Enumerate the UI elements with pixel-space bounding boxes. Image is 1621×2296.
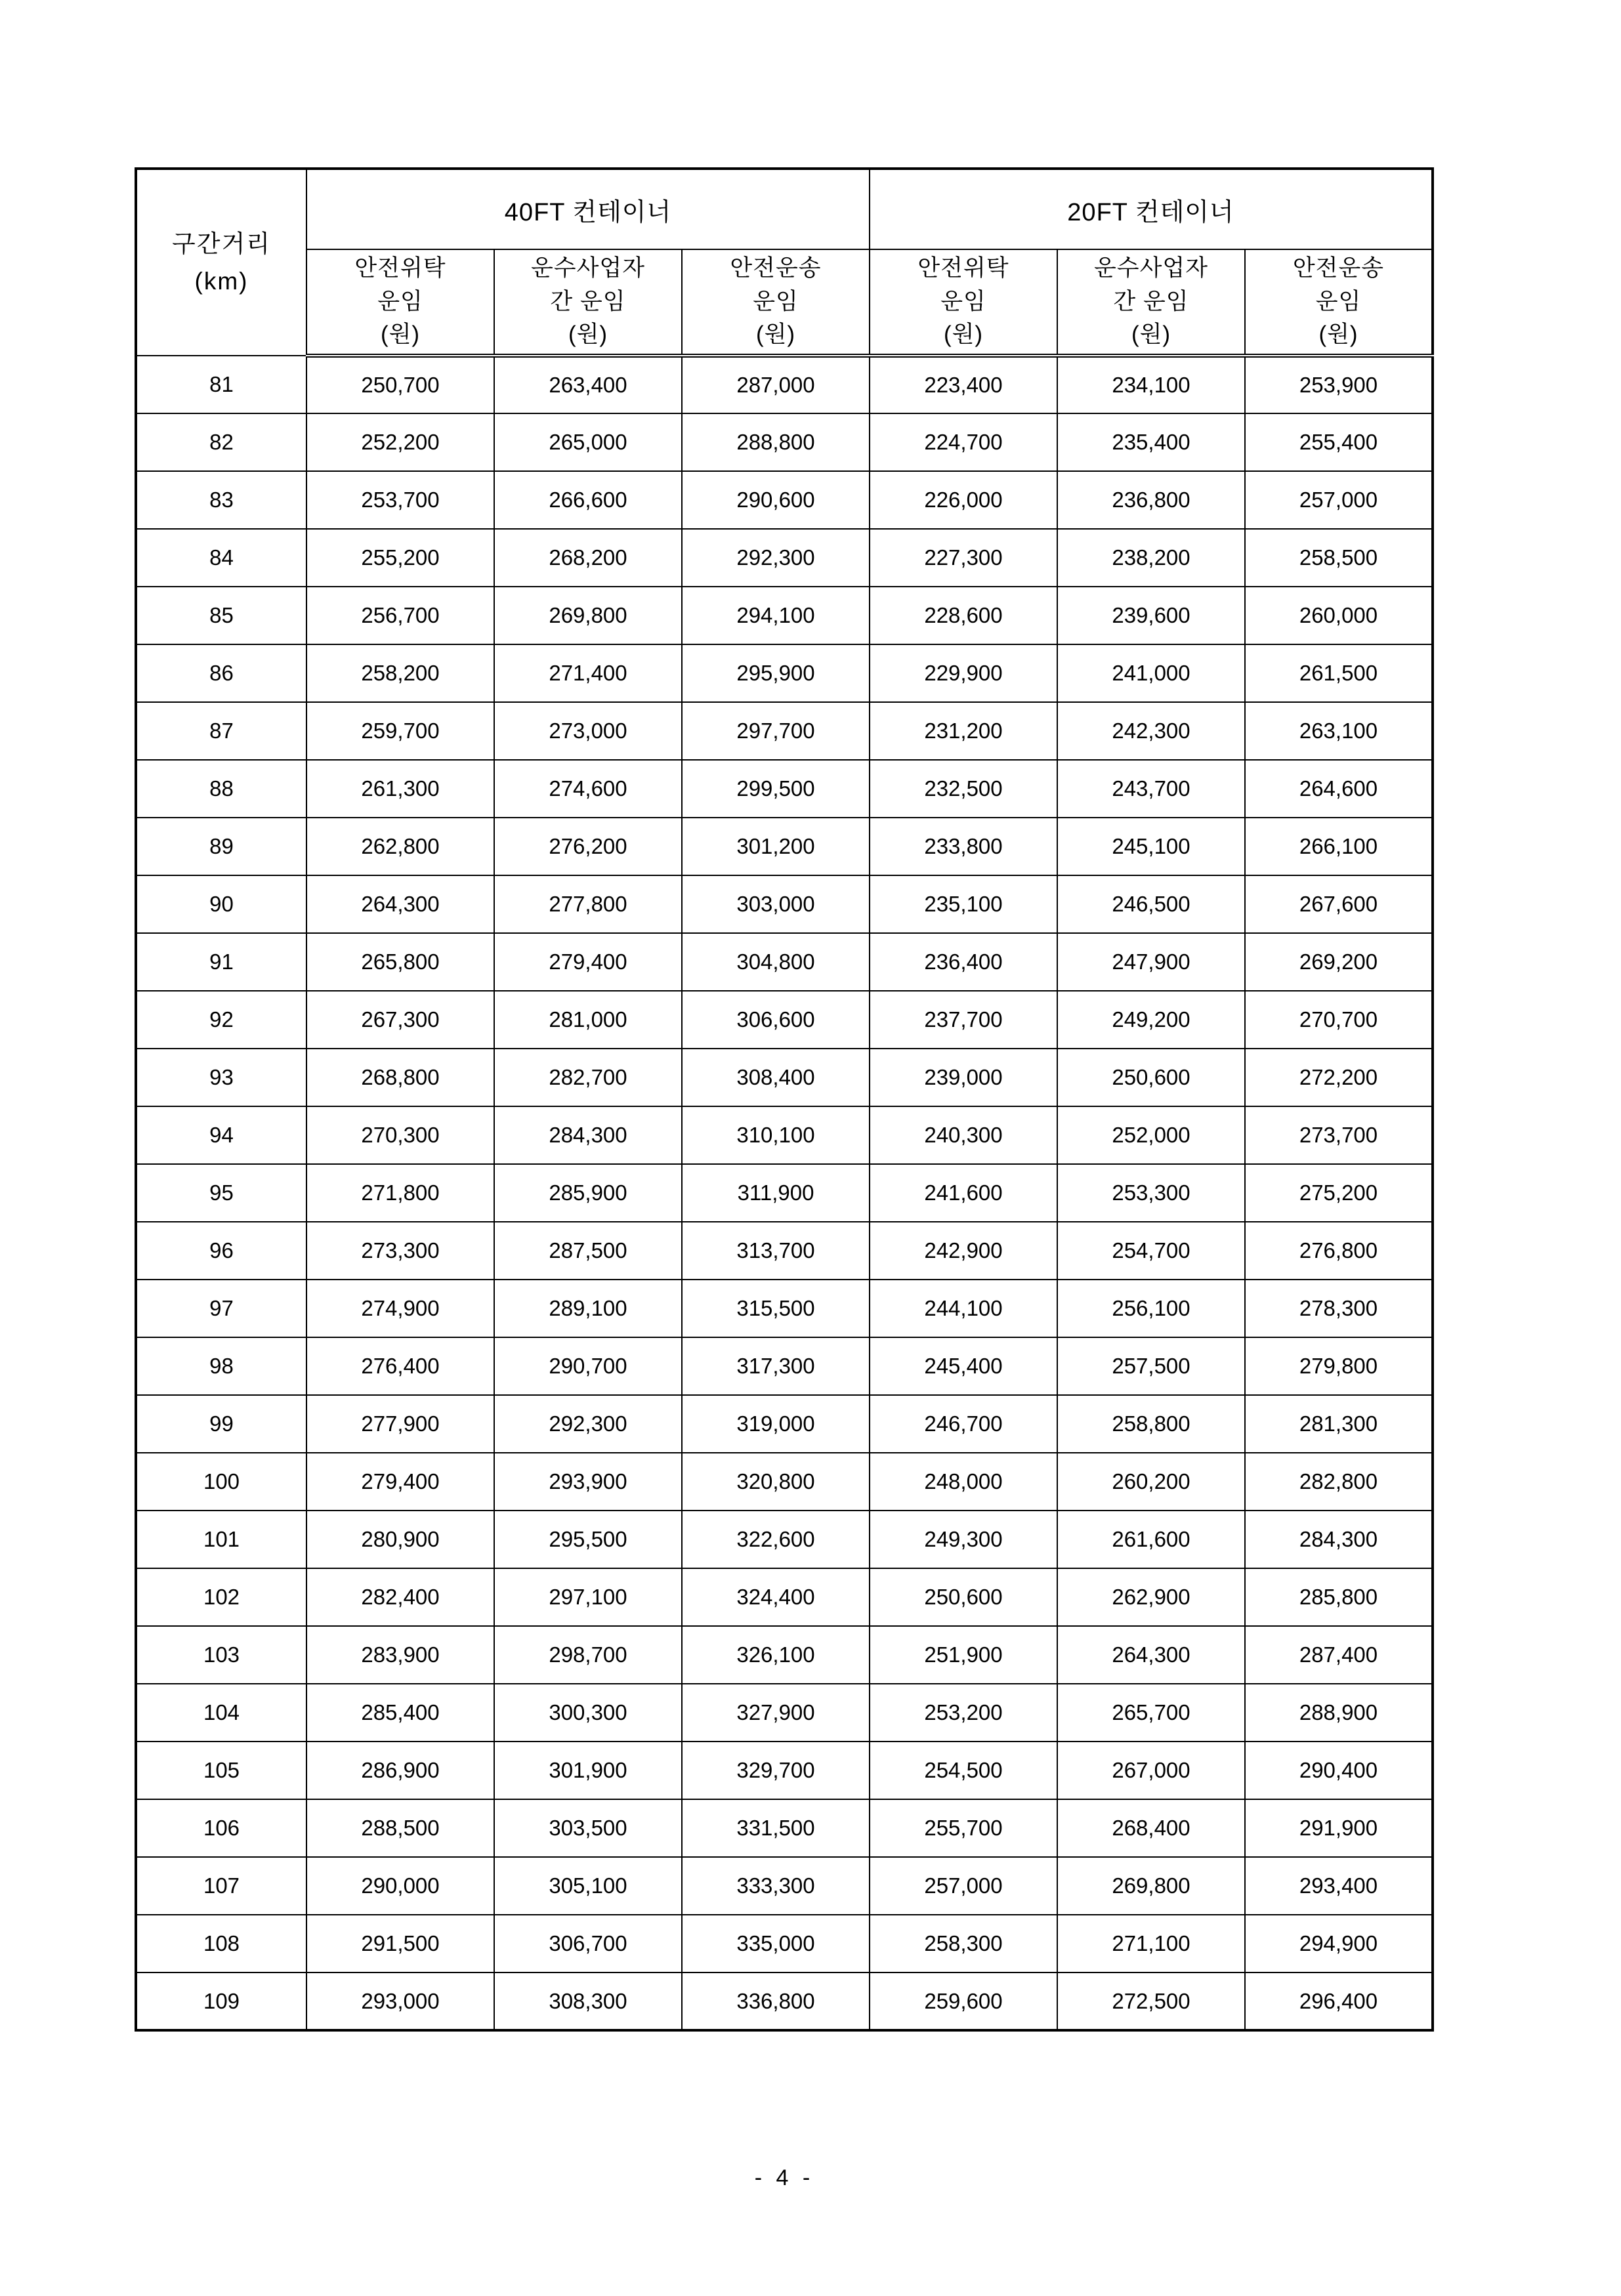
distance-cell: 94: [136, 1106, 306, 1164]
fare-cell: 224,700: [870, 413, 1057, 471]
fare-cell: 251,900: [870, 1626, 1057, 1684]
fare-cell: 271,800: [306, 1164, 494, 1222]
table-row: [136, 356, 1433, 413]
fare-cell: 331,500: [682, 1799, 870, 1857]
fare-cell: 242,900: [870, 1222, 1057, 1280]
distance-cell: 88: [136, 760, 306, 818]
fare-cell: 291,900: [1245, 1799, 1433, 1857]
fare-cell: 271,100: [1057, 1915, 1245, 1972]
distance-cell: 95: [136, 1164, 306, 1222]
fare-cell: 231,200: [870, 702, 1057, 760]
fare-cell: 257,000: [870, 1857, 1057, 1915]
table-row: [136, 1742, 1433, 1799]
fare-cell: 295,900: [682, 644, 870, 702]
fare-cell: 285,900: [494, 1164, 682, 1222]
fare-cell: 266,600: [494, 471, 682, 529]
distance-cell: 107: [136, 1857, 306, 1915]
distance-cell: 82: [136, 413, 306, 471]
table-row: [136, 587, 1433, 644]
table-row: [136, 529, 1433, 587]
fare-cell: 335,000: [682, 1915, 870, 1972]
fare-cell: 261,600: [1057, 1511, 1245, 1568]
fare-cell: 303,000: [682, 875, 870, 933]
fare-cell: 320,800: [682, 1453, 870, 1511]
fare-cell: 277,900: [306, 1395, 494, 1453]
fare-cell: 281,000: [494, 991, 682, 1049]
sub-header-0: 안전위탁 운임 (원): [306, 249, 494, 356]
table-row: [136, 1395, 1433, 1453]
fare-cell: 301,200: [682, 818, 870, 875]
fare-cell: 244,100: [870, 1280, 1057, 1337]
fare-cell: 268,200: [494, 529, 682, 587]
fare-cell: 290,400: [1245, 1742, 1433, 1799]
fare-cell: 235,100: [870, 875, 1057, 933]
fare-cell: 252,200: [306, 413, 494, 471]
fare-cell: 258,300: [870, 1915, 1057, 1972]
fare-cell: 315,500: [682, 1280, 870, 1337]
fare-cell: 250,700: [306, 356, 494, 413]
fare-cell: 281,300: [1245, 1395, 1433, 1453]
fare-cell: 227,300: [870, 529, 1057, 587]
fare-cell: 269,800: [494, 587, 682, 644]
group-header-row: [136, 169, 1433, 249]
sub-header-5: 안전운송 운임 (원): [1245, 249, 1433, 356]
table-row: [136, 1280, 1433, 1337]
fare-cell: 279,400: [494, 933, 682, 991]
table-row: [136, 1568, 1433, 1626]
fare-cell: 268,800: [306, 1049, 494, 1106]
table-row: [136, 471, 1433, 529]
table-row: [136, 1511, 1433, 1568]
fare-cell: 286,900: [306, 1742, 494, 1799]
fare-cell: 301,900: [494, 1742, 682, 1799]
distance-cell: 106: [136, 1799, 306, 1857]
fare-cell: 260,200: [1057, 1453, 1245, 1511]
fare-cell: 258,500: [1245, 529, 1433, 587]
fare-cell: 294,900: [1245, 1915, 1433, 1972]
fare-cell: 256,100: [1057, 1280, 1245, 1337]
fare-cell: 311,900: [682, 1164, 870, 1222]
fare-cell: 284,300: [1245, 1511, 1433, 1568]
fare-cell: 324,400: [682, 1568, 870, 1626]
fare-cell: 287,400: [1245, 1626, 1433, 1684]
fare-cell: 241,600: [870, 1164, 1057, 1222]
fare-cell: 223,400: [870, 356, 1057, 413]
fare-cell: 252,000: [1057, 1106, 1245, 1164]
fare-cell: 282,800: [1245, 1453, 1433, 1511]
fare-cell: 290,600: [682, 471, 870, 529]
fare-cell: 263,400: [494, 356, 682, 413]
fare-cell: 276,200: [494, 818, 682, 875]
table-row: [136, 1337, 1433, 1395]
fare-cell: 290,000: [306, 1857, 494, 1915]
fare-cell: 288,500: [306, 1799, 494, 1857]
table-row: [136, 1799, 1433, 1857]
fare-cell: 287,000: [682, 356, 870, 413]
distance-cell: 81: [136, 356, 306, 413]
distance-cell: 92: [136, 991, 306, 1049]
fare-cell: 269,200: [1245, 933, 1433, 991]
table-row: [136, 991, 1433, 1049]
distance-cell: 91: [136, 933, 306, 991]
fare-cell: 272,200: [1245, 1049, 1433, 1106]
fare-cell: 263,100: [1245, 702, 1433, 760]
distance-cell: 86: [136, 644, 306, 702]
fare-cell: 326,100: [682, 1626, 870, 1684]
distance-cell: 93: [136, 1049, 306, 1106]
distance-cell: 87: [136, 702, 306, 760]
fare-cell: 228,600: [870, 587, 1057, 644]
fare-cell: 275,200: [1245, 1164, 1433, 1222]
fare-cell: 282,700: [494, 1049, 682, 1106]
fare-cell: 278,300: [1245, 1280, 1433, 1337]
fare-cell: 236,800: [1057, 471, 1245, 529]
fare-cell: 276,800: [1245, 1222, 1433, 1280]
fare-cell: 300,300: [494, 1684, 682, 1742]
fare-cell: 303,500: [494, 1799, 682, 1857]
fare-cell: 308,300: [494, 1972, 682, 2030]
fare-cell: 273,000: [494, 702, 682, 760]
fare-cell: 250,600: [1057, 1049, 1245, 1106]
fare-cell: 306,700: [494, 1915, 682, 1972]
fare-cell: 239,600: [1057, 587, 1245, 644]
distance-cell: 89: [136, 818, 306, 875]
fare-cell: 266,100: [1245, 818, 1433, 875]
fare-cell: 319,000: [682, 1395, 870, 1453]
fare-cell: 293,000: [306, 1972, 494, 2030]
fare-cell: 265,000: [494, 413, 682, 471]
table-row: [136, 875, 1433, 933]
table-row: [136, 1915, 1433, 1972]
fare-cell: 246,700: [870, 1395, 1057, 1453]
distance-cell: 85: [136, 587, 306, 644]
fare-cell: 308,400: [682, 1049, 870, 1106]
fare-cell: 299,500: [682, 760, 870, 818]
container-freight-rate-table: [135, 167, 1434, 2032]
fare-cell: 249,300: [870, 1511, 1057, 1568]
fare-cell: 258,200: [306, 644, 494, 702]
fare-cell: 310,100: [682, 1106, 870, 1164]
distance-cell: 101: [136, 1511, 306, 1568]
sub-header-4: 운수사업자 간 운임 (원): [1057, 249, 1245, 356]
sub-header-1: 운수사업자 간 운임 (원): [494, 249, 682, 356]
fare-cell: 272,500: [1057, 1972, 1245, 2030]
distance-cell: 99: [136, 1395, 306, 1453]
fare-cell: 276,400: [306, 1337, 494, 1395]
fare-cell: 261,500: [1245, 644, 1433, 702]
fare-cell: 336,800: [682, 1972, 870, 2030]
fare-cell: 238,200: [1057, 529, 1245, 587]
fare-cell: 279,800: [1245, 1337, 1433, 1395]
table-row: [136, 644, 1433, 702]
table-row: [136, 1626, 1433, 1684]
fare-cell: 234,100: [1057, 356, 1245, 413]
fare-cell: 317,300: [682, 1337, 870, 1395]
fare-cell: 270,300: [306, 1106, 494, 1164]
fare-cell: 288,900: [1245, 1684, 1433, 1742]
fare-cell: 292,300: [494, 1395, 682, 1453]
fare-cell: 305,100: [494, 1857, 682, 1915]
fare-cell: 262,800: [306, 818, 494, 875]
fare-cell: 267,300: [306, 991, 494, 1049]
fare-cell: 274,600: [494, 760, 682, 818]
page-number: - 4 -: [754, 2165, 814, 2190]
fare-cell: 236,400: [870, 933, 1057, 991]
table-row: [136, 1453, 1433, 1511]
corner-header-distance: [136, 169, 306, 356]
fare-cell: 245,400: [870, 1337, 1057, 1395]
fare-cell: 267,000: [1057, 1742, 1245, 1799]
fare-cell: 267,600: [1245, 875, 1433, 933]
fare-cell: 248,000: [870, 1453, 1057, 1511]
fare-cell: 255,200: [306, 529, 494, 587]
table-row: [136, 1857, 1433, 1915]
fare-cell: 255,400: [1245, 413, 1433, 471]
corner-header-line1: 구간거리: [172, 230, 271, 257]
table-row: [136, 1222, 1433, 1280]
fare-cell: 298,700: [494, 1626, 682, 1684]
fare-cell: 246,500: [1057, 875, 1245, 933]
fare-cell: 273,700: [1245, 1106, 1433, 1164]
table-row: [136, 933, 1433, 991]
group-header-20ft: 20FT 컨테이너: [870, 169, 1433, 249]
fare-cell: 268,400: [1057, 1799, 1245, 1857]
fare-cell: 290,700: [494, 1337, 682, 1395]
fare-cell: 245,100: [1057, 818, 1245, 875]
distance-cell: 109: [136, 1972, 306, 2030]
distance-cell: 104: [136, 1684, 306, 1742]
distance-cell: 108: [136, 1915, 306, 1972]
distance-cell: 100: [136, 1453, 306, 1511]
fare-cell: 264,600: [1245, 760, 1433, 818]
fare-cell: 258,800: [1057, 1395, 1245, 1453]
fare-cell: 279,400: [306, 1453, 494, 1511]
fare-cell: 304,800: [682, 933, 870, 991]
table-row: [136, 1049, 1433, 1106]
fare-cell: 243,700: [1057, 760, 1245, 818]
fare-cell: 260,000: [1245, 587, 1433, 644]
fare-cell: 274,900: [306, 1280, 494, 1337]
distance-cell: 102: [136, 1568, 306, 1626]
fare-cell: 265,800: [306, 933, 494, 991]
fare-cell: 256,700: [306, 587, 494, 644]
fare-cell: 253,700: [306, 471, 494, 529]
fare-cell: 297,100: [494, 1568, 682, 1626]
fare-cell: 253,200: [870, 1684, 1057, 1742]
fare-cell: 294,100: [682, 587, 870, 644]
fare-cell: 239,000: [870, 1049, 1057, 1106]
fare-cell: 242,300: [1057, 702, 1245, 760]
fare-cell: 313,700: [682, 1222, 870, 1280]
fare-cell: 232,500: [870, 760, 1057, 818]
sub-header-row: [136, 249, 1433, 356]
fare-cell: 253,900: [1245, 356, 1433, 413]
fare-cell: 262,900: [1057, 1568, 1245, 1626]
fare-cell: 282,400: [306, 1568, 494, 1626]
fare-cell: 270,700: [1245, 991, 1433, 1049]
fare-cell: 322,600: [682, 1511, 870, 1568]
fare-cell: 254,500: [870, 1742, 1057, 1799]
table-row: [136, 413, 1433, 471]
fare-cell: 284,300: [494, 1106, 682, 1164]
fare-cell: 259,600: [870, 1972, 1057, 2030]
fare-cell: 265,700: [1057, 1684, 1245, 1742]
table-row: [136, 1684, 1433, 1742]
table-row: [136, 702, 1433, 760]
table-row: [136, 1106, 1433, 1164]
table-row: [136, 760, 1433, 818]
fare-cell: 280,900: [306, 1511, 494, 1568]
fare-cell: 289,100: [494, 1280, 682, 1337]
distance-cell: 105: [136, 1742, 306, 1799]
corner-header-line2: (km): [194, 268, 249, 295]
fare-cell: 240,300: [870, 1106, 1057, 1164]
fare-cell: 327,900: [682, 1684, 870, 1742]
fare-cell: 329,700: [682, 1742, 870, 1799]
distance-cell: 83: [136, 471, 306, 529]
fare-cell: 264,300: [306, 875, 494, 933]
fare-cell: 273,300: [306, 1222, 494, 1280]
fare-cell: 241,000: [1057, 644, 1245, 702]
fare-cell: 235,400: [1057, 413, 1245, 471]
fare-cell: 233,800: [870, 818, 1057, 875]
fare-cell: 264,300: [1057, 1626, 1245, 1684]
fare-cell: 285,400: [306, 1684, 494, 1742]
fare-cell: 292,300: [682, 529, 870, 587]
fare-cell: 306,600: [682, 991, 870, 1049]
sub-header-3: 안전위탁 운임 (원): [870, 249, 1057, 356]
fare-cell: 291,500: [306, 1915, 494, 1972]
fare-cell: 285,800: [1245, 1568, 1433, 1626]
fare-cell: 283,900: [306, 1626, 494, 1684]
fare-cell: 259,700: [306, 702, 494, 760]
fare-cell: 277,800: [494, 875, 682, 933]
fare-cell: 333,300: [682, 1857, 870, 1915]
sub-header-2: 안전운송 운임 (원): [682, 249, 870, 356]
fare-cell: 257,000: [1245, 471, 1433, 529]
fare-cell: 293,400: [1245, 1857, 1433, 1915]
fare-cell: 287,500: [494, 1222, 682, 1280]
distance-cell: 84: [136, 529, 306, 587]
group-header-40ft: 40FT 컨테이너: [306, 169, 870, 249]
distance-cell: 90: [136, 875, 306, 933]
table-row: [136, 818, 1433, 875]
fare-cell: 249,200: [1057, 991, 1245, 1049]
fare-cell: 237,700: [870, 991, 1057, 1049]
fare-cell: 261,300: [306, 760, 494, 818]
fare-cell: 296,400: [1245, 1972, 1433, 2030]
fare-cell: 254,700: [1057, 1222, 1245, 1280]
fare-cell: 229,900: [870, 644, 1057, 702]
fare-cell: 269,800: [1057, 1857, 1245, 1915]
fare-cell: 257,500: [1057, 1337, 1245, 1395]
distance-cell: 97: [136, 1280, 306, 1337]
table-row: [136, 1972, 1433, 2030]
distance-cell: 103: [136, 1626, 306, 1684]
fare-cell: 226,000: [870, 471, 1057, 529]
fare-cell: 271,400: [494, 644, 682, 702]
fare-cell: 253,300: [1057, 1164, 1245, 1222]
table-row: [136, 1164, 1433, 1222]
fare-cell: 295,500: [494, 1511, 682, 1568]
fare-cell: 247,900: [1057, 933, 1245, 991]
fare-cell: 250,600: [870, 1568, 1057, 1626]
fare-cell: 255,700: [870, 1799, 1057, 1857]
fare-cell: 293,900: [494, 1453, 682, 1511]
fare-cell: 288,800: [682, 413, 870, 471]
fare-cell: 297,700: [682, 702, 870, 760]
distance-cell: 96: [136, 1222, 306, 1280]
distance-cell: 98: [136, 1337, 306, 1395]
